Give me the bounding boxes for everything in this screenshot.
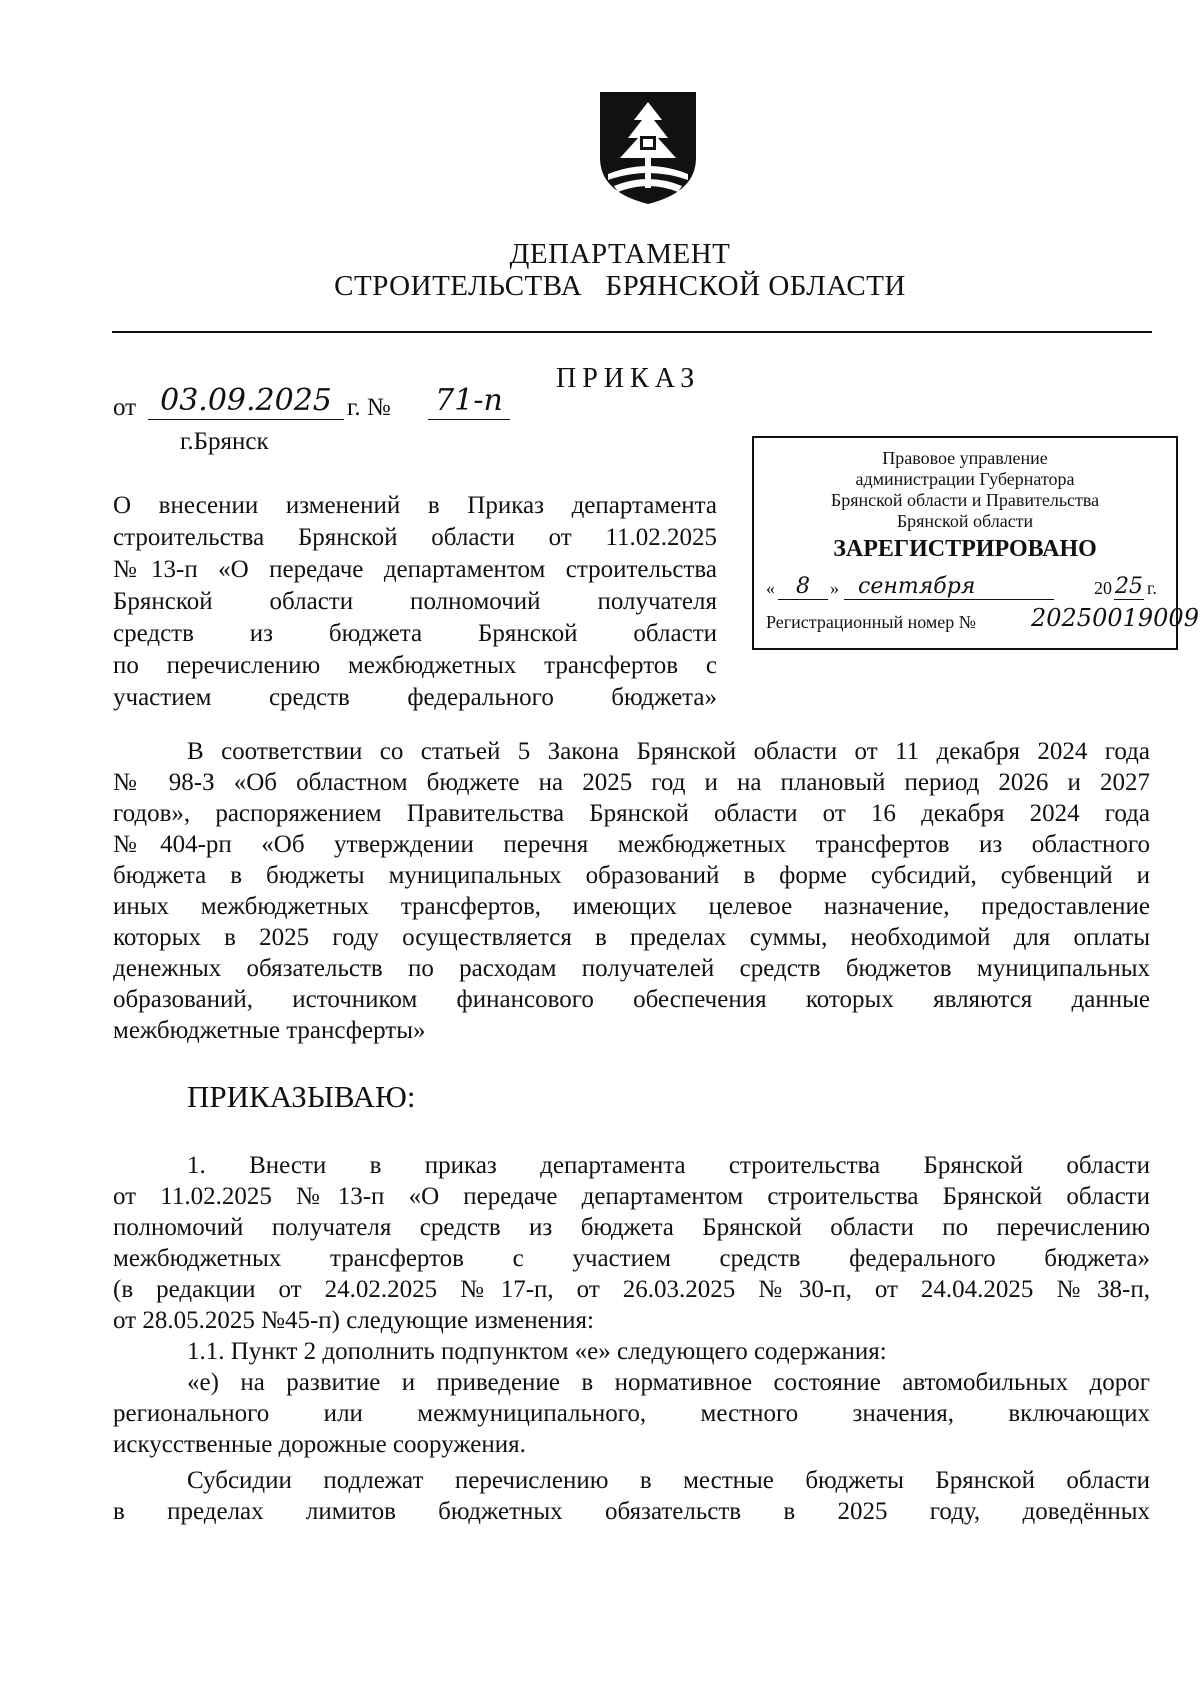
preamble-line: образований, источником финансового обеспечения которых являются данные — [113, 986, 1150, 1013]
stamp-org-line: администрации Губернатора — [855, 469, 1075, 489]
stamp-year-suffix: г. — [1147, 578, 1157, 598]
order-directive-word: ПРИКАЗЫВАЮ: — [187, 1079, 416, 1114]
subsidy-paragraph — [113, 1465, 1150, 1527]
preamble-paragraph — [113, 736, 1150, 1046]
stamp-year-prefix: 20 — [1094, 578, 1112, 598]
preamble-line: которых в 2025 году осуществляется в пределах суммы, необходимой для оплаты — [113, 924, 1150, 951]
department-name-line2: СТРОИТЕЛЬСТВА БРЯНСКОЙ ОБЛАСТИ — [334, 270, 906, 302]
stamp-year: 25 — [1115, 574, 1143, 599]
item-e-line: искусственные дорожные сооружения. — [113, 1431, 526, 1458]
preamble-line: денежных обязательств по расходам получателей средств бюджетов муниципальных — [113, 955, 1150, 982]
item-1-line: от 11.02.2025 №13-п «О передаче департаментом строительства Брянской области — [113, 1183, 1150, 1210]
document-type-title: ПРИКАЗ — [556, 363, 701, 394]
item-1-line: от 28.05.2025 №45-п) следующие изменения: — [113, 1307, 594, 1334]
stamp-org-line: Брянской области — [896, 511, 1034, 531]
subsidy-line: Субсидии подлежат перечислению в местные бюджеты Брянской области — [187, 1467, 1150, 1494]
item-1-line: 1. Внести в приказ департамента строительства Брянской области — [187, 1152, 1150, 1179]
registration-stamp — [752, 436, 1199, 650]
item-e-line: «е) на развитие и приведение в нормативное состояние автомобильных дорог — [187, 1369, 1150, 1396]
stamp-day: 8 — [778, 574, 828, 600]
subject-line: средств из бюджета Брянской области — [113, 620, 717, 647]
order-subject — [113, 490, 717, 714]
date-prefix: от — [113, 394, 137, 421]
header-divider — [112, 331, 1152, 333]
preamble-line: бюджета в бюджеты муниципальных образований в форме субсидий, субвенций и — [113, 862, 1150, 889]
subject-line: участием средств федерального бюджета» — [113, 684, 717, 711]
item-1-line: межбюджетных трансфертов с участием средств федерального бюджета» — [113, 1245, 1150, 1272]
subject-line: №13-п «О передаче департаментом строительства — [113, 556, 717, 583]
item-1-line: (в редакции от 24.02.2025 №17-п, от 26.03.2025 №30-п, от 24.04.2025 №38-п, — [113, 1276, 1150, 1303]
preamble-line: В соответствии со статьей 5 Закона Брянской области от 11 декабря 2024 года — [187, 738, 1150, 765]
preamble-line: № 98-З «Об областном бюджете на 2025 год и на плановый период 2026 и 2027 — [113, 769, 1150, 796]
stamp-org-line: Правовое управление — [882, 448, 1048, 468]
stamp-org-line: Брянской области и Правительства — [830, 490, 1100, 510]
subject-line: Брянской области полномочий получателя — [113, 588, 717, 615]
handwritten-date: 03.09.2025 — [148, 383, 344, 420]
subsidy-line: в пределах лимитов бюджетных обязательств в 2025 году, доведённых — [113, 1498, 1150, 1525]
item-1-paragraph — [113, 1150, 1150, 1460]
stamp-reg-number: 20250019009 — [1031, 604, 1199, 632]
preamble-line: №404-рп «Об утверждении перечня межбюджетных трансфертов из областного — [113, 831, 1150, 858]
department-name-line1: ДЕПАРТАМЕНТ — [509, 238, 731, 270]
preamble-line: иных межбюджетных трансфертов, имеющих целевое назначение, предоставление — [113, 893, 1150, 920]
stamp-date-row: « 8 » сентября 20 25 г. — [766, 574, 1157, 599]
subject-line: О внесении изменений в Приказ департамента — [113, 492, 717, 519]
coat-of-arms-emblem — [596, 88, 700, 206]
city-name: г.Брянск — [180, 428, 269, 455]
handwritten-order-number: 71-п — [428, 383, 510, 420]
preamble-line: годов», распоряжением Правительства Брянской области от 16 декабря 2024 года — [113, 800, 1150, 827]
item-e-line: регионального или межмуниципального, местного значения, включающих — [113, 1400, 1150, 1427]
preamble-line: межбюджетные трансферты» — [113, 1017, 426, 1044]
subject-line: строительства Брянской области от 11.02.2025 — [113, 524, 717, 551]
stamp-month: сентября — [844, 574, 1054, 600]
item-1-1-line: 1.1. Пункт 2 дополнить подпунктом «е» следующего содержания: — [187, 1338, 887, 1365]
subject-line: по перечислению межбюджетных трансфертов с — [113, 652, 717, 679]
date-number-label: г. № — [347, 394, 391, 421]
stamp-reg-label: Регистрационный номер № — [766, 612, 976, 632]
item-1-line: полномочий получателя средств из бюджета Брянской области по перечислению — [113, 1214, 1150, 1241]
stamp-registered-label: ЗАРЕГИСТРИРОВАНО — [833, 536, 1097, 562]
